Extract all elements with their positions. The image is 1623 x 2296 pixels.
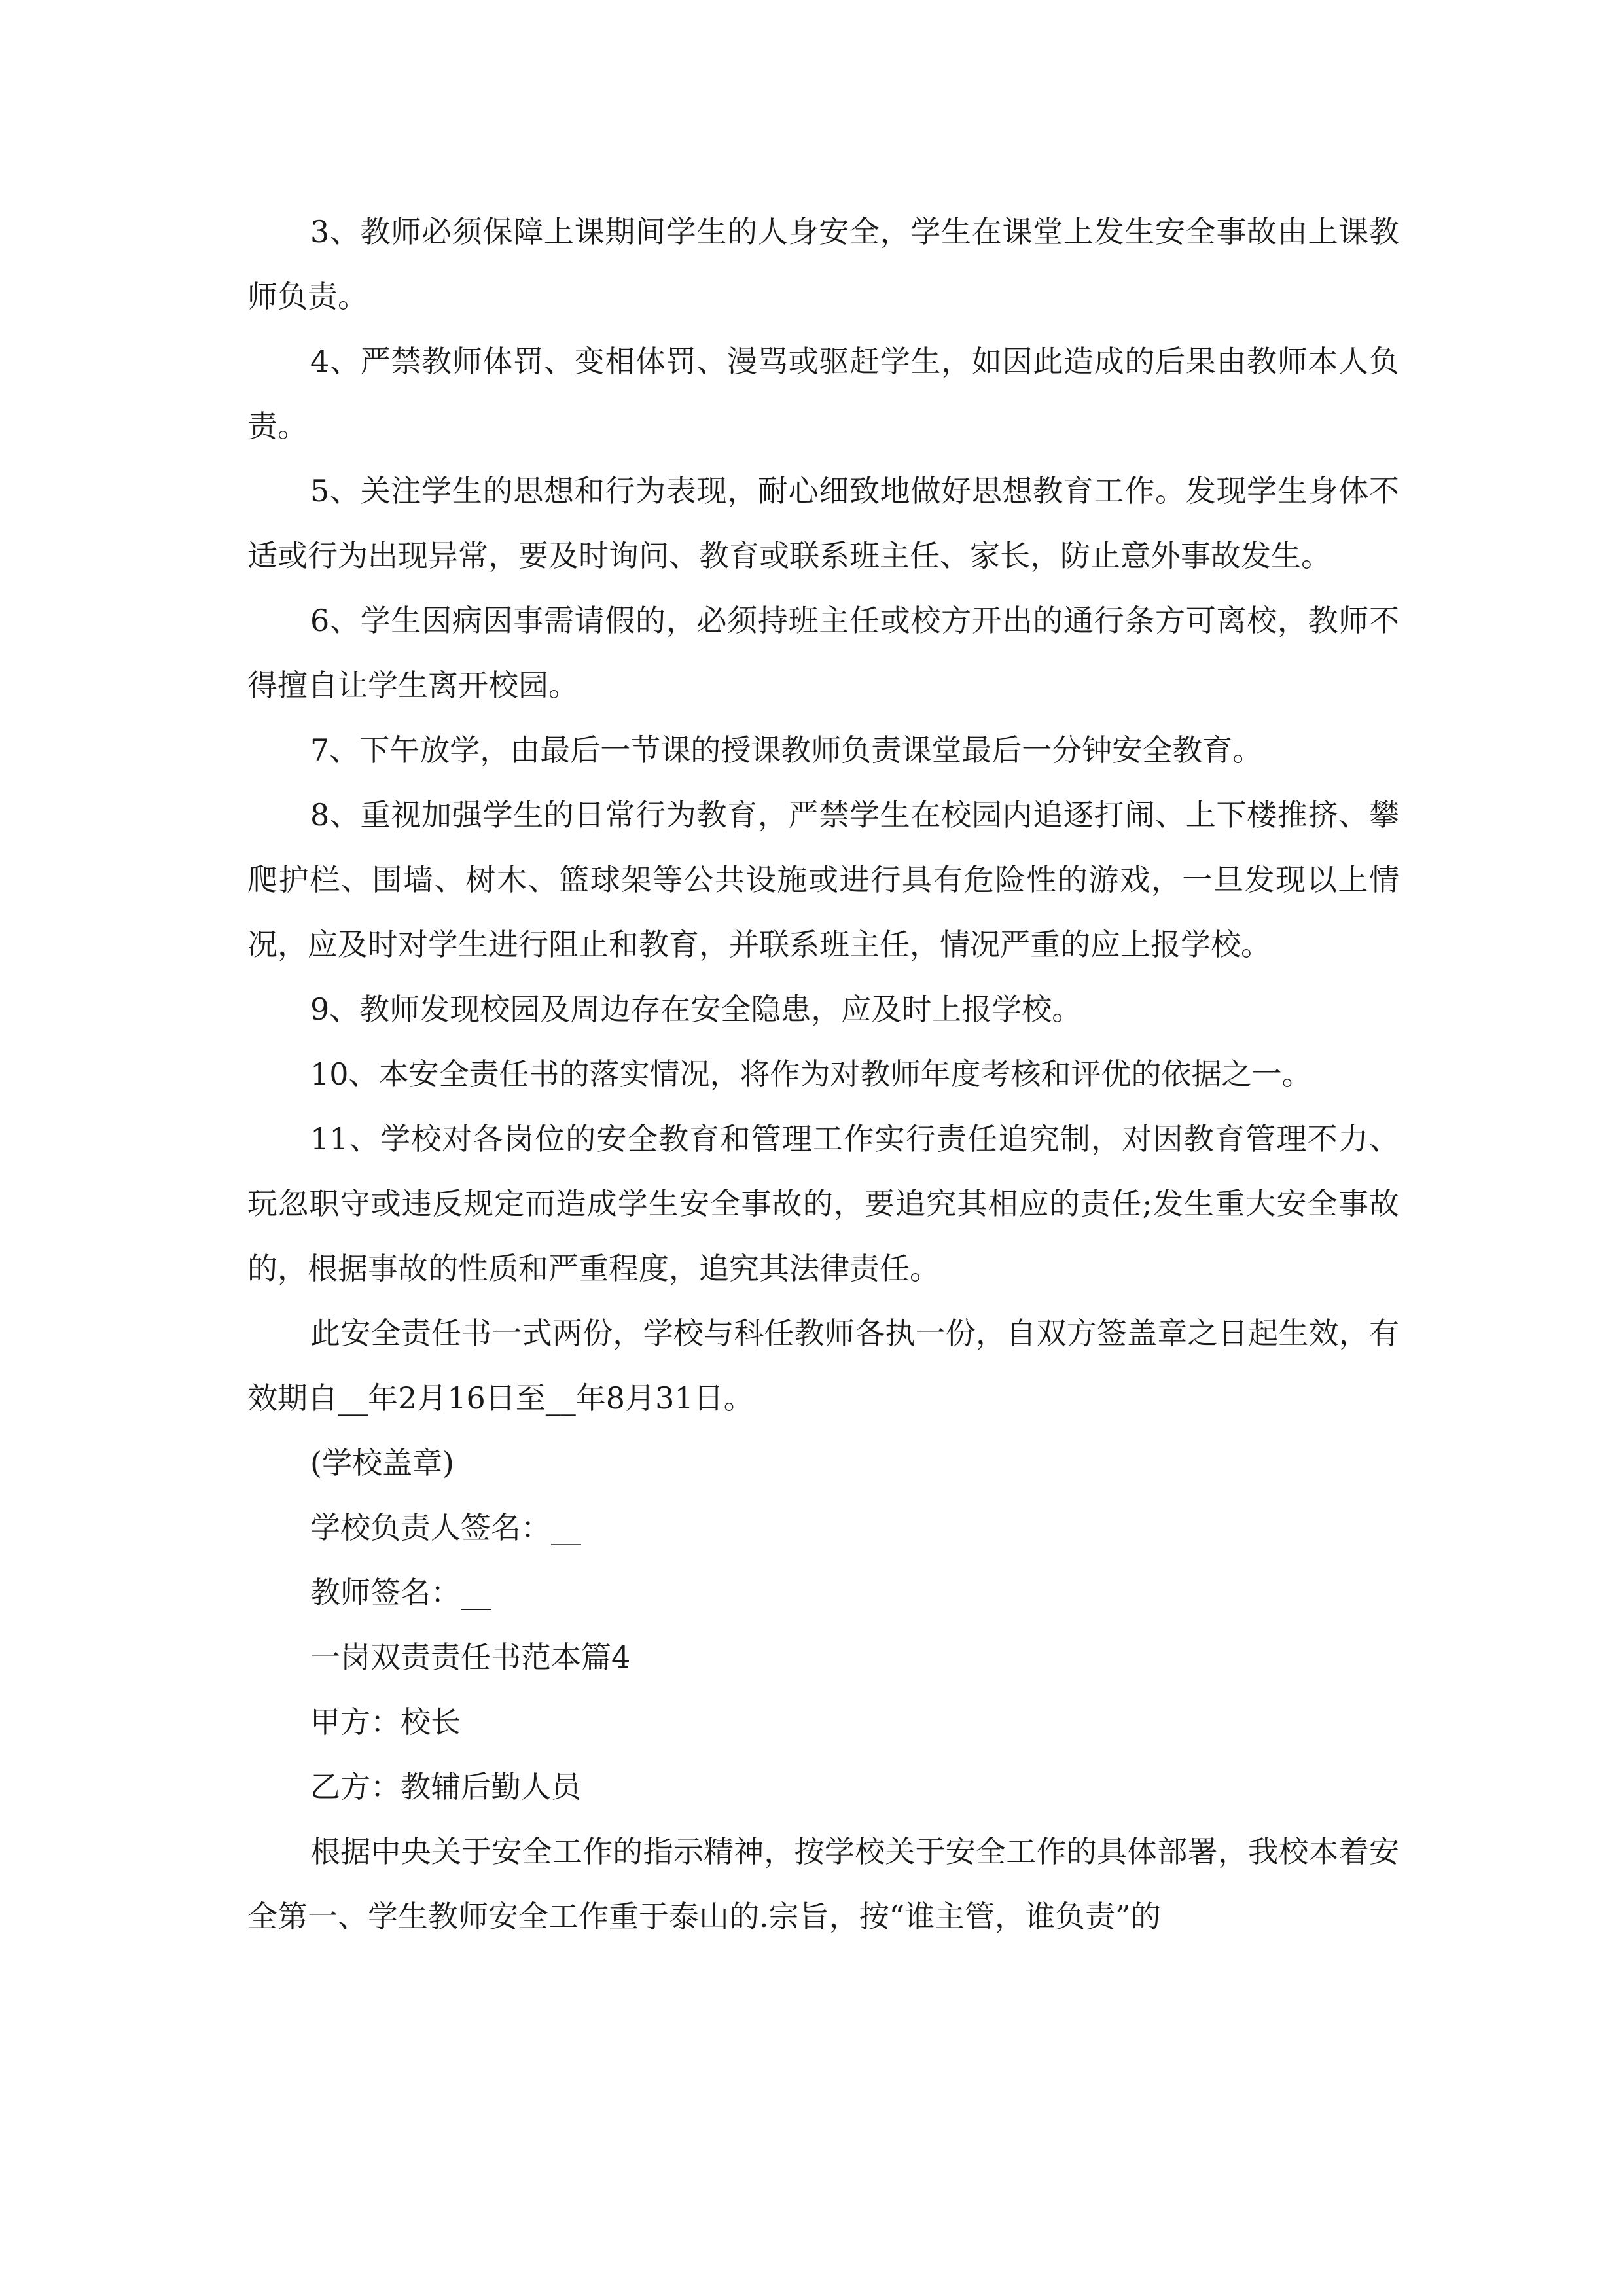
- document-body: [247, 200, 1399, 1949]
- section-title: 一岗双责责任书范本篇4: [310, 1640, 631, 1675]
- paragraph-item-6: 6、学生因病因事需请假的，必须持班主任或校方开出的通行条方可离校，教师不得擅自让学生离开校园。: [247, 603, 1399, 703]
- paragraph-item-9: 9、教师发现校园及周边存在安全隐患，应及时上报学校。: [310, 992, 1082, 1027]
- paragraph-item-4: 4、严禁教师体罚、变相体罚、漫骂或驱赶学生，如因此造成的后果由教师本人负责。: [247, 344, 1399, 444]
- intro-paragraph: 根据中央关于安全工作的指示精神，按学校关于安全工作的具体部署，我校本着安全第一、学生教师安全工作重于泰山的.宗旨，按“谁主管，谁负责”的: [247, 1834, 1399, 1934]
- paragraph-item-5: 5、关注学生的思想和行为表现，耐心细致地做好思想教育工作。发现学生身体不适或行为出现异常，要及时询问、教育或联系班主任、家长，防止意外事故发生。: [247, 473, 1399, 573]
- paragraph-item-3: 3、教师必须保障上课期间学生的人身安全，学生在课堂上发生安全事故由上课教师负责。: [247, 214, 1399, 314]
- teacher-signature-line: 教师签名：__: [310, 1575, 491, 1610]
- party-b-line: 乙方：教辅后勤人员: [310, 1769, 581, 1804]
- school-head-signature-line: 学校负责人签名：__: [310, 1510, 581, 1545]
- paragraph-item-7: 7、下午放学，由最后一节课的授课教师负责课堂最后一分钟安全教育。: [310, 732, 1263, 768]
- paragraph-item-8: 8、重视加强学生的日常行为教育，严禁学生在校园内追逐打闹、上下楼推挤、攀爬护栏、围墙、树木、篮球架等公共设施或进行具有危险性的游戏，一旦发现以上情况，应及时对学生进行阻止和教育，并联系班主任，情况严重的应上报学校。: [247, 797, 1399, 962]
- paragraph-item-10: 10、本安全责任书的落实情况，将作为对教师年度考核和评优的依据之一。: [310, 1056, 1312, 1092]
- party-a-line: 甲方：校长: [310, 1704, 461, 1740]
- school-seal-line: (学校盖章): [310, 1445, 454, 1480]
- validity-paragraph: 此安全责任书一式两份，学校与科任教师各执一份，自双方签盖章之日起生效，有效期自__年2月16日至__年8月31日。: [247, 1316, 1399, 1416]
- paragraph-item-11: 11、学校对各岗位的安全教育和管理工作实行责任追究制，对因教育管理不力、玩忽职守或违反规定而造成学生安全事故的，要追究其相应的责任;发生重大安全事故的，根据事故的性质和严重程度，追究其法律责任。: [247, 1121, 1399, 1286]
